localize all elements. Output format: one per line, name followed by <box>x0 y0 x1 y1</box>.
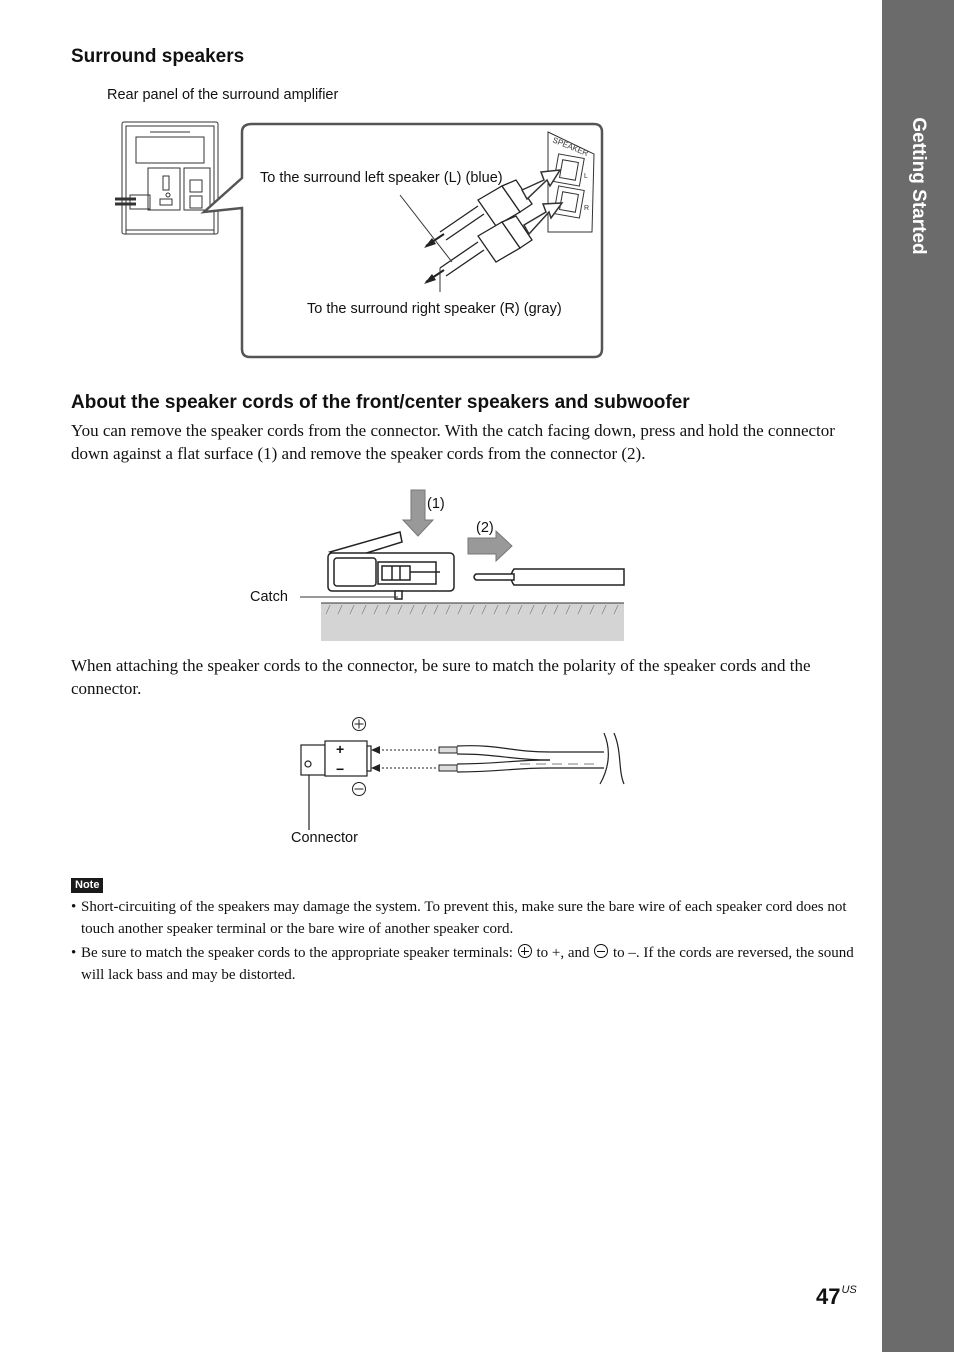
page-number-value: 47 <box>816 1284 841 1309</box>
paragraph-remove-cords: You can remove the speaker cords from the connector. With the catch facing down, press and hold the connector down against a flat surface (1) and remove the speaker cords from the connector (2). <box>71 421 835 463</box>
note-item-short-circuit <box>71 896 861 940</box>
surround-speakers-heading: Surround speakers <box>71 46 245 67</box>
left-speaker-label: To the surround left speaker (L) (blue) <box>260 170 503 186</box>
page-number <box>816 1284 857 1310</box>
catch-label: Catch <box>250 589 288 605</box>
speaker-wire <box>474 569 624 585</box>
terminal-speaker-text: SPEAKER <box>551 135 590 159</box>
note-item-2-text-c: to –. If the cords are reversed, the sound will lack bass and may be distorted. <box>81 945 854 983</box>
bare-wire-ends <box>439 747 457 771</box>
minus-circle-icon <box>594 944 608 958</box>
figure-caption-rear-panel: Rear panel of the surround amplifier <box>107 87 339 103</box>
right-speaker-label: To the surround right speaker (R) (gray) <box>307 301 562 317</box>
step-2-label: (2) <box>476 520 494 536</box>
connector-side-view <box>328 532 454 599</box>
connector-minus-sign: − <box>336 761 345 777</box>
step-1-label: (1) <box>427 496 445 512</box>
side-tab-label: Getting Started <box>908 117 929 255</box>
amplifier-rear-panel <box>115 122 218 234</box>
surround-amplifier-diagram <box>110 112 610 362</box>
note-item-2-text-b: to +, and <box>536 945 590 961</box>
note-item-2-text-a: Be sure to match the speaker cords to the appropriate speaker terminals: <box>81 945 513 961</box>
page-number-suffix: US <box>841 1284 857 1296</box>
speaker-cord <box>457 733 624 784</box>
terminal-r-text: R <box>584 205 590 212</box>
note-item-1-text: Short-circuiting of the speakers may damage the system. To prevent this, make sure the bare wire of each speaker cord does not touch another speaker terminal or the bare wire of another speaker cord. <box>81 899 847 937</box>
paragraph-polarity: When attaching the speaker cords to the connector, be sure to match the polarity of the speaker cords and the connector. <box>71 656 811 698</box>
speaker-cords-heading: About the speaker cords of the front/center speakers and subwoofer <box>71 392 690 413</box>
terminal-l-text: L <box>584 173 588 180</box>
connector-label: Connector <box>291 830 358 846</box>
connector-release-diagram <box>300 480 630 645</box>
polarity-arrows <box>378 750 438 768</box>
polarity-diagram <box>295 712 630 830</box>
callout-box <box>204 124 602 357</box>
connector-plus-sign: + <box>336 741 345 757</box>
plus-circle-icon <box>518 944 532 958</box>
note-item-polarity <box>71 942 861 986</box>
note-badge: Note <box>71 878 103 893</box>
note-list <box>71 896 861 988</box>
